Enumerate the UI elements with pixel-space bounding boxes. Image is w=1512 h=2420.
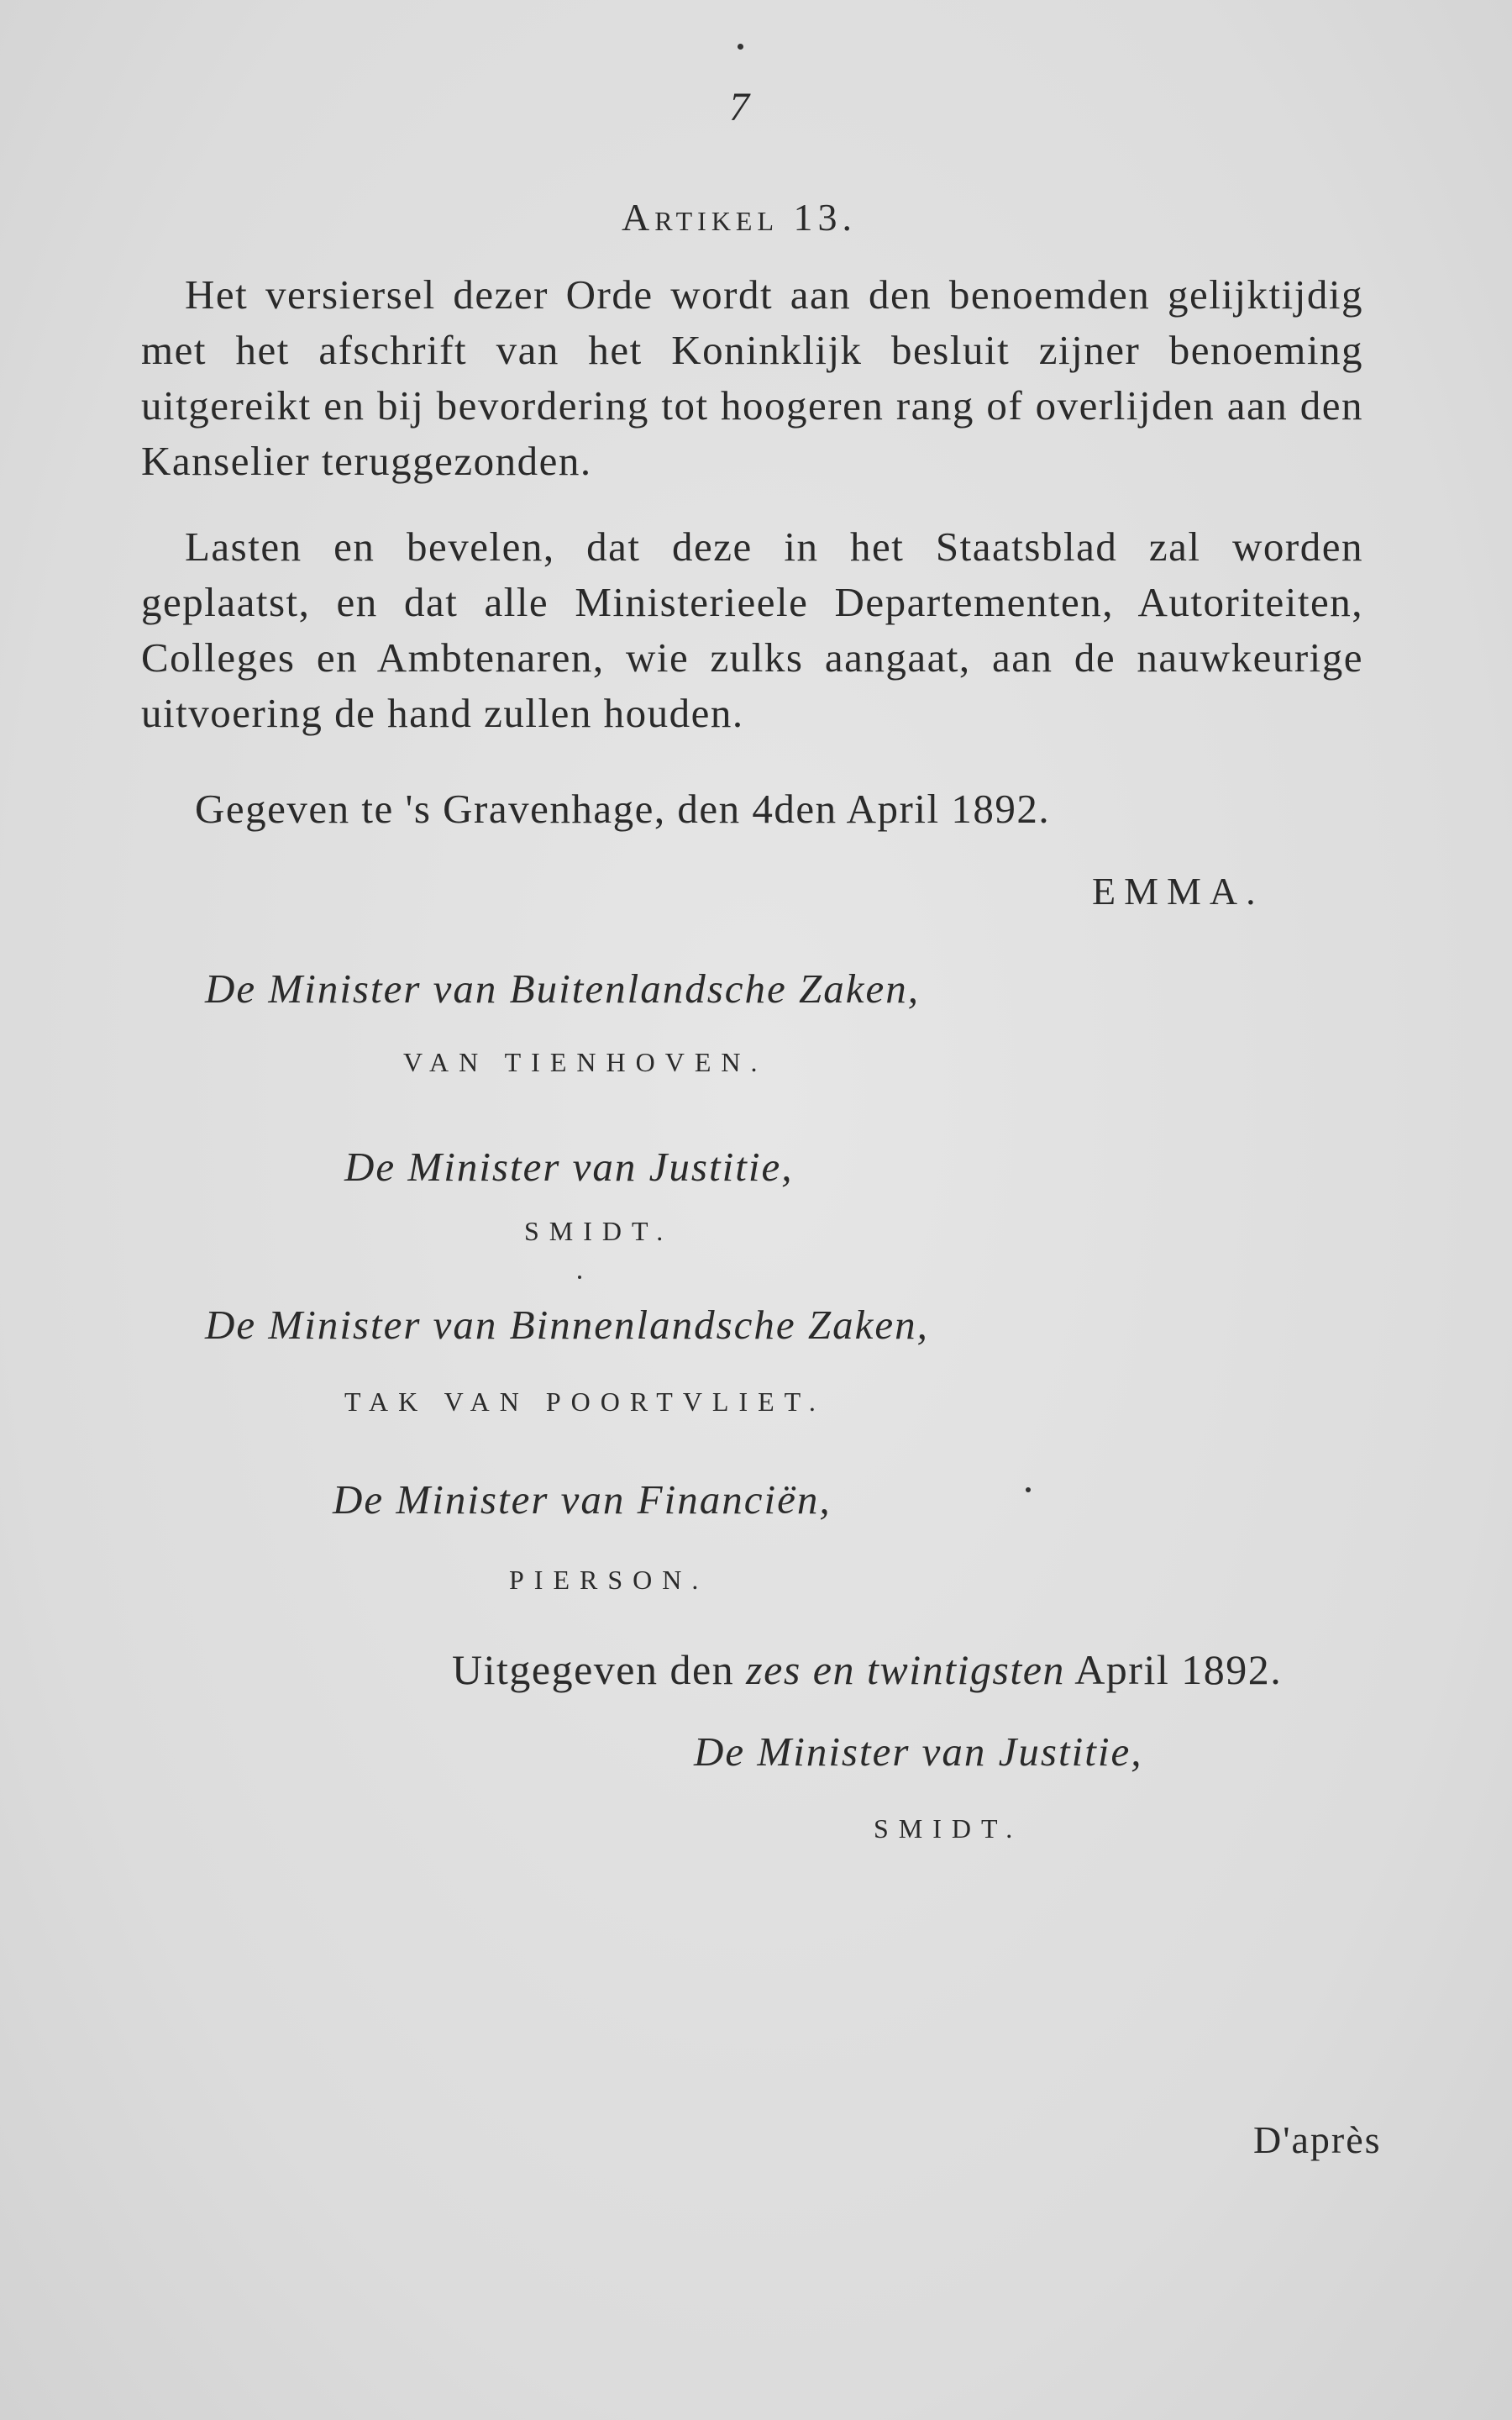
catchword: D'après bbox=[1253, 2118, 1382, 2161]
print-speck bbox=[578, 1276, 581, 1279]
given-line: Gegeven te 's Gravenhage, den 4den April 1892. bbox=[195, 786, 1051, 832]
paragraph-versiersel bbox=[141, 267, 1363, 489]
publication-line bbox=[452, 1645, 1282, 1694]
signatory-title: De Minister van Justitie, bbox=[344, 1144, 794, 1190]
signatory-title: De Minister van Justitie, bbox=[694, 1728, 1143, 1775]
paragraph-text: Lasten en bevelen, dat deze in het Staatsblad zal worden geplaatst, en dat alle Ministerieele Departementen, Autoriteiten, Colleges en Ambtenaren, wie zulks aangaat, aan de nauwkeurige uitvoering de hand zullen houden. bbox=[141, 523, 1363, 736]
paragraph-lasten bbox=[141, 519, 1363, 741]
article-heading: Artikel 13. bbox=[621, 196, 858, 239]
print-speck bbox=[1026, 1487, 1031, 1492]
monarch-signature: EMMA. bbox=[1092, 870, 1264, 913]
signatory-name: SMIDT. bbox=[874, 1813, 1023, 1844]
paragraph-text: Het versiersel dezer Orde wordt aan den benoemden gelijktijdig met het afschrift van het Koninklijk besluit zijner benoeming uitgereikt en bij bevordering tot hoogeren rang of overlijden aan den Kanselier teruggezonden. bbox=[141, 271, 1363, 484]
publication-prefix: Uitgegeven den bbox=[452, 1646, 735, 1693]
signatory-title: De Minister van Binnenlandsche Zaken, bbox=[205, 1302, 929, 1348]
signatory-title: De Minister van Financiën, bbox=[333, 1476, 832, 1523]
publication-date: zes en twintigsten bbox=[746, 1646, 1065, 1693]
signatory-name: SMIDT. bbox=[524, 1216, 674, 1246]
signatory-name: TAK VAN POORTVLIET. bbox=[344, 1386, 826, 1417]
page-number: 7 bbox=[729, 85, 749, 129]
signatory-name: VAN TIENHOVEN. bbox=[403, 1047, 768, 1077]
publication-suffix: April 1892. bbox=[1074, 1646, 1283, 1693]
signatory-name: PIERSON. bbox=[509, 1565, 709, 1595]
print-speck bbox=[738, 44, 743, 50]
signatory-title: De Minister van Buitenlandsche Zaken, bbox=[205, 965, 921, 1012]
